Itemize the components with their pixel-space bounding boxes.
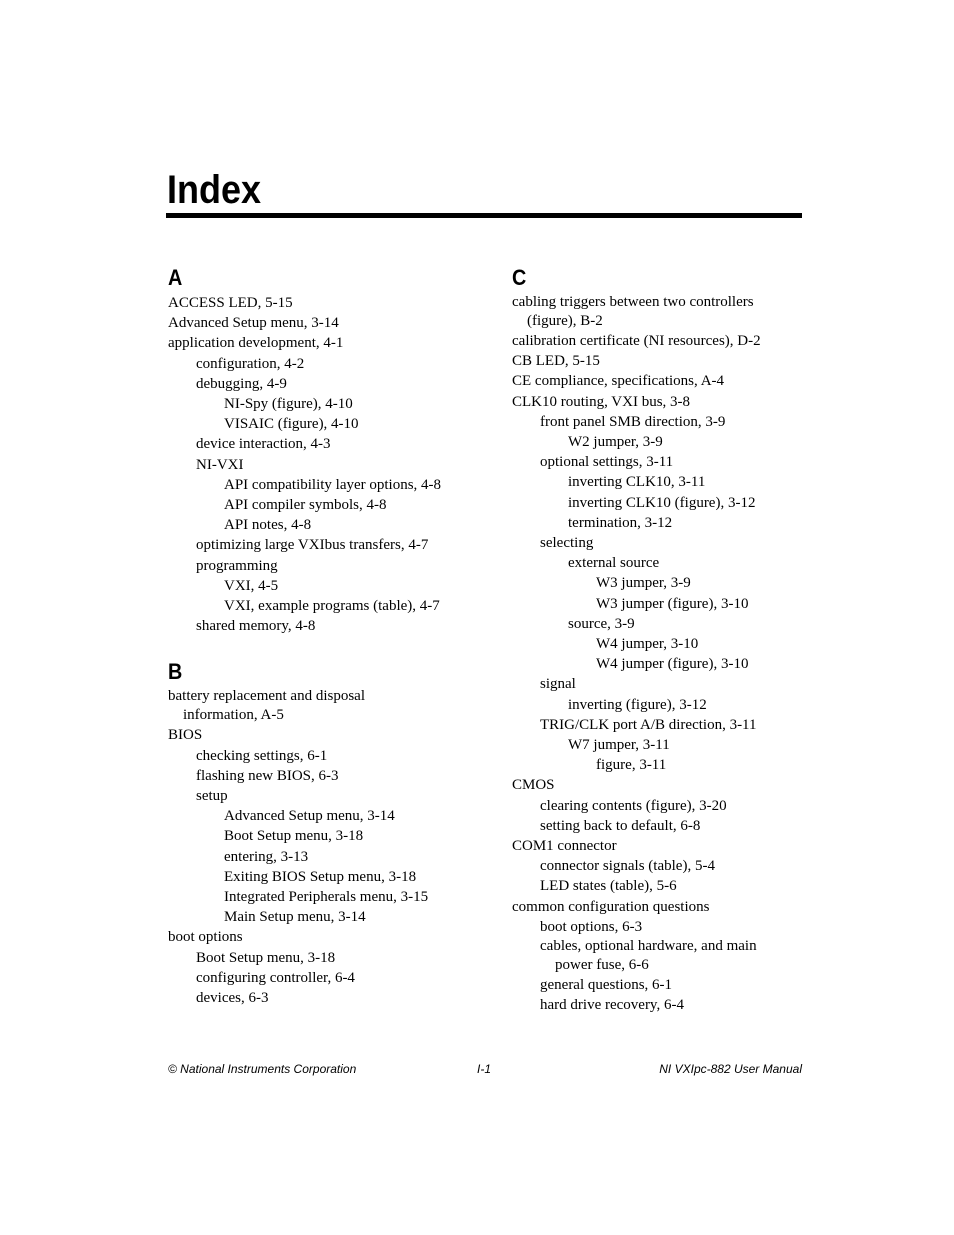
index-section-a xyxy=(168,265,468,636)
index-entry: boot options xyxy=(168,929,243,946)
index-column-right xyxy=(512,265,802,1016)
index-subentry: selecting xyxy=(540,535,594,552)
index-subentry: front panel SMB direction, 3-9 xyxy=(540,413,726,430)
footer-page-number: I-1 xyxy=(477,1062,492,1076)
index-subentry: W3 jumper (figure), 3-10 xyxy=(596,595,749,612)
index-subentry: Main Setup menu, 3-14 xyxy=(224,909,366,926)
index-entry: battery replacement and disposal information, A-5 xyxy=(168,688,366,724)
title-rule xyxy=(166,213,802,218)
index-subentry: hard drive recovery, 6-4 xyxy=(540,997,684,1014)
index-subentry: Advanced Setup menu, 3-14 xyxy=(224,808,395,825)
index-subentry: inverting CLK10 (figure), 3-12 xyxy=(568,494,756,511)
index-subentry: W3 jumper, 3-9 xyxy=(596,575,691,592)
index-subentry: cables, optional hardware, and main power fuse, 6-6 xyxy=(540,938,757,974)
index-subentry: termination, 3-12 xyxy=(568,514,673,531)
index-subentry: VXI, 4-5 xyxy=(224,577,279,594)
index-entry: application development, 4-1 xyxy=(168,335,344,352)
footer-manual-title: NI VXIpc-882 User Manual xyxy=(659,1062,802,1076)
page-title: Index xyxy=(167,168,262,212)
index-entry: BIOS xyxy=(168,727,203,744)
index-subentry: VXI, example programs (table), 4-7 xyxy=(224,598,440,615)
index-subentry: shared memory, 4-8 xyxy=(196,618,316,635)
index-entry: calibration certificate (NI resources), D-2 xyxy=(512,333,761,349)
index-subentry: configuration, 4-2 xyxy=(196,355,305,372)
index-subentry: LED states (table), 5-6 xyxy=(540,878,677,895)
index-subentry: NI-Spy (figure), 4-10 xyxy=(224,396,353,413)
index-subentry: TRIG/CLK port A/B direction, 3-11 xyxy=(540,716,757,733)
index-subentry: W7 jumper, 3-11 xyxy=(568,737,670,754)
index-subentry: entering, 3-13 xyxy=(224,848,309,865)
index-entry: CE compliance, specifications, A-4 xyxy=(512,373,725,390)
index-entry: CB LED, 5-15 xyxy=(512,353,600,370)
index-entry: ACCESS LED, 5-15 xyxy=(168,295,293,311)
index-subentry: debugging, 4-9 xyxy=(196,375,287,392)
index-subentry: Exiting BIOS Setup menu, 3-18 xyxy=(224,868,417,885)
index-entry: cabling triggers between two controllers (figure), B-2 xyxy=(512,294,754,329)
index-subentry: W4 jumper, 3-10 xyxy=(596,636,699,653)
index-column-left xyxy=(168,265,468,1008)
index-section-c xyxy=(512,265,802,1016)
index-subentry: W4 jumper (figure), 3-10 xyxy=(596,656,749,673)
index-entry: COM1 connector xyxy=(512,838,617,855)
index-entry: CMOS xyxy=(512,777,555,794)
index-section-b xyxy=(168,659,468,1008)
index-subentry: API compiler symbols, 4-8 xyxy=(224,497,387,514)
index-subentry: figure, 3-11 xyxy=(596,757,667,774)
index-subentry: inverting CLK10, 3-11 xyxy=(568,474,706,491)
index-subentry: clearing contents (figure), 3-20 xyxy=(540,797,727,814)
index-entry: Advanced Setup menu, 3-14 xyxy=(168,315,339,332)
index-subentry: inverting (figure), 3-12 xyxy=(568,696,707,713)
section-letter-b: B xyxy=(168,659,183,685)
index-subentry: optimizing large VXIbus transfers, 4-7 xyxy=(196,537,429,554)
index-subentry: configuring controller, 6-4 xyxy=(196,969,355,986)
index-subentry: source, 3-9 xyxy=(568,615,635,632)
index-subentry: VISAIC (figure), 4-10 xyxy=(224,416,359,433)
section-letter-c: C xyxy=(512,265,527,290)
index-subentry: API notes, 4-8 xyxy=(224,517,312,534)
index-subentry: general questions, 6-1 xyxy=(540,977,673,994)
index-subentry: API compatibility layer options, 4-8 xyxy=(224,476,442,493)
index-subentry: optional settings, 3-11 xyxy=(540,454,674,471)
index-subentry: setting back to default, 6-8 xyxy=(540,817,701,834)
index-entry: common configuration questions xyxy=(512,898,710,915)
index-subentry: flashing new BIOS, 6-3 xyxy=(196,767,339,784)
index-subentry: device interaction, 4-3 xyxy=(196,436,331,453)
index-subentry: checking settings, 6-1 xyxy=(196,747,328,764)
index-subentry: external source xyxy=(568,555,660,572)
index-subentry: programming xyxy=(196,557,278,574)
index-subentry: boot options, 6-3 xyxy=(540,918,643,935)
index-subentry: setup xyxy=(196,788,228,805)
footer-copyright: © National Instruments Corporation xyxy=(168,1062,357,1076)
index-subentry: W2 jumper, 3-9 xyxy=(568,434,663,451)
index-subentry: Boot Setup menu, 3-18 xyxy=(224,828,364,845)
index-subentry: devices, 6-3 xyxy=(196,990,269,1007)
index-subentry: NI-VXI xyxy=(196,456,244,473)
index-entry: CLK10 routing, VXI bus, 3-8 xyxy=(512,393,691,410)
index-subentry: connector signals (table), 5-4 xyxy=(540,858,715,875)
index-subentry: signal xyxy=(540,676,576,693)
section-letter-a: A xyxy=(168,265,183,290)
index-subentry: Boot Setup menu, 3-18 xyxy=(196,949,336,966)
index-subentry: Integrated Peripherals menu, 3-15 xyxy=(224,889,429,906)
